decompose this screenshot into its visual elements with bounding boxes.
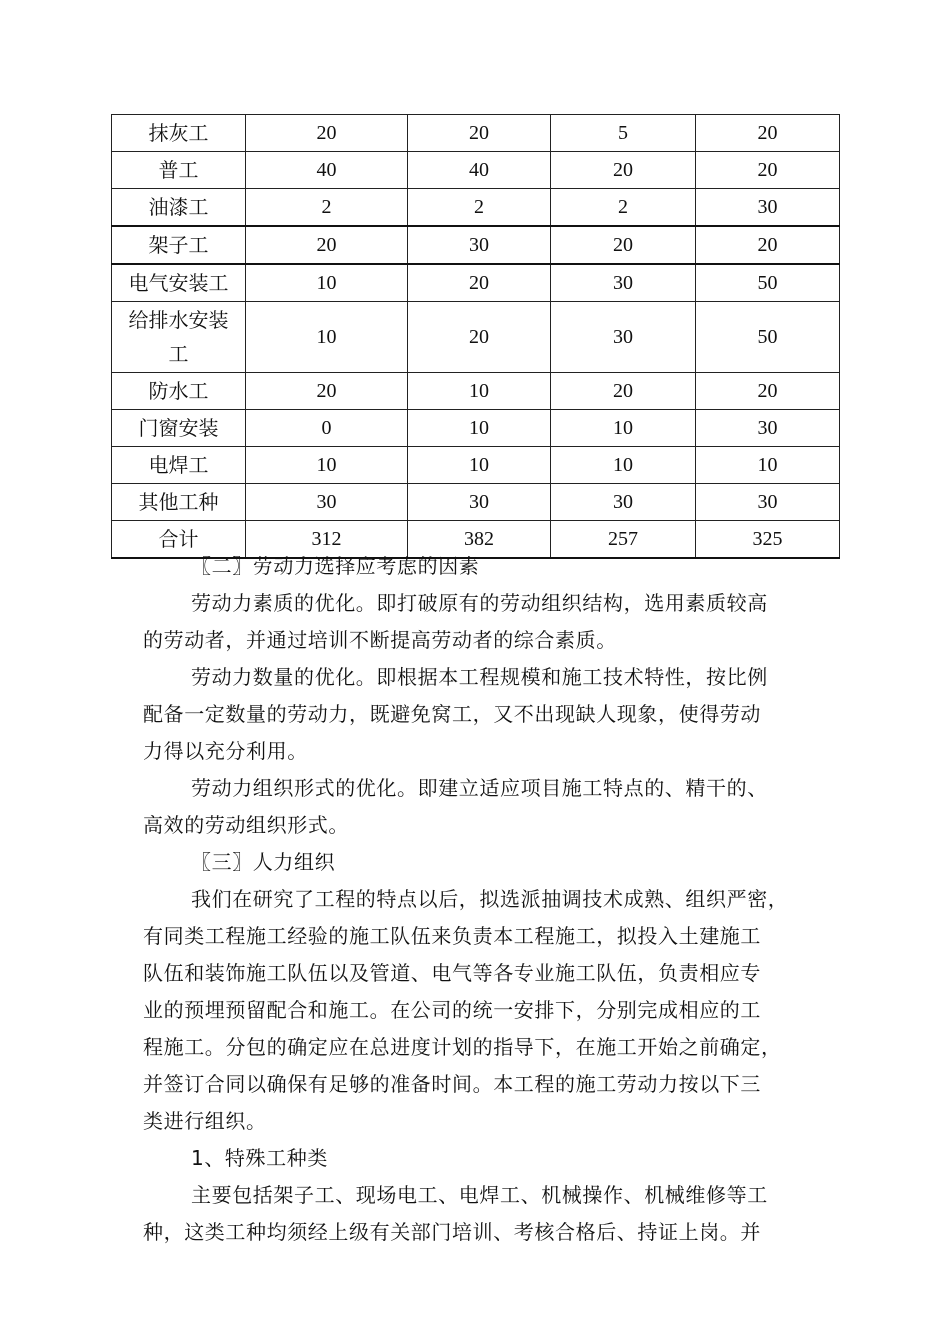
total-value-cell: 257 — [551, 521, 696, 559]
table-row — [112, 447, 840, 484]
value-cell: 30 — [551, 302, 696, 373]
table-row — [112, 264, 840, 302]
section-heading: 〖三〗人力组织 — [191, 850, 336, 874]
value-cell: 20 — [246, 373, 408, 410]
paragraph-line: 程施工。分包的确定应在总进度计划的指导下，在施工开始之前确定， — [143, 1035, 782, 1059]
subsection-heading: 1、特殊工种类 — [191, 1146, 328, 1170]
paragraph-line: 劳动力组织形式的优化。即建立适应项目施工特点的、精干的、 — [191, 776, 768, 800]
trade-name-cell: 架子工 — [112, 226, 246, 264]
value-cell: 50 — [696, 302, 840, 373]
total-label-cell: 合计 — [112, 521, 246, 559]
value-cell: 20 — [696, 152, 840, 189]
table-row — [112, 302, 840, 373]
value-cell: 20 — [696, 226, 840, 264]
table-row — [112, 189, 840, 227]
paragraph-line: 力得以充分利用。 — [143, 739, 308, 763]
value-cell: 10 — [246, 447, 408, 484]
table-row — [112, 373, 840, 410]
value-cell: 20 — [696, 115, 840, 152]
value-cell: 20 — [246, 226, 408, 264]
total-value-cell: 325 — [696, 521, 840, 559]
value-cell: 2 — [246, 189, 408, 227]
paragraph-line: 队伍和装饰施工队伍以及管道、电气等各专业施工队伍，负责相应专 — [143, 961, 761, 985]
value-cell: 40 — [246, 152, 408, 189]
value-cell: 20 — [246, 115, 408, 152]
paragraph-line: 种，这类工种均须经上级有关部门培训、考核合格后、持证上岗。并 — [143, 1220, 761, 1244]
paragraph-line: 的劳动者，并通过培训不断提高劳动者的综合素质。 — [143, 628, 617, 652]
value-cell: 30 — [246, 484, 408, 521]
value-cell: 30 — [696, 484, 840, 521]
paragraph-line: 劳动力素质的优化。即打破原有的劳动组织结构，选用素质较高 — [191, 591, 768, 615]
paragraph-line: 我们在研究了工程的特点以后，拟选派抽调技术成熟、组织严密， — [191, 887, 789, 911]
paragraph-line: 高效的劳动组织形式。 — [143, 813, 349, 837]
trade-name-cell: 普工 — [112, 152, 246, 189]
table-row — [112, 226, 840, 264]
trade-name-cell: 门窗安装 — [112, 410, 246, 447]
paragraph-line: 配备一定数量的劳动力，既避免窝工，又不出现缺人现象，使得劳动 — [143, 702, 761, 726]
value-cell: 30 — [408, 226, 551, 264]
value-cell: 10 — [246, 264, 408, 302]
paragraph-line: 业的预埋预留配合和施工。在公司的统一安排下，分别完成相应的工 — [143, 998, 761, 1022]
value-cell: 10 — [408, 410, 551, 447]
paragraph-line: 主要包括架子工、现场电工、电焊工、机械操作、机械维修等工 — [191, 1183, 768, 1207]
trade-name-cell: 电焊工 — [112, 447, 246, 484]
section-heading: 〖二〗劳动力选择应考虑的因素 — [191, 554, 480, 578]
paragraph-line: 并签订合同以确保有足够的准备时间。本工程的施工劳动力按以下三 — [143, 1072, 761, 1096]
trade-name-cell: 其他工种 — [112, 484, 246, 521]
table-row — [112, 484, 840, 521]
value-cell: 10 — [246, 302, 408, 373]
value-cell: 10 — [551, 447, 696, 484]
trade-name-cell — [112, 302, 246, 373]
trade-name-line: 工 — [168, 342, 189, 366]
value-cell: 5 — [551, 115, 696, 152]
value-cell: 20 — [408, 115, 551, 152]
total-value-cell: 312 — [246, 521, 408, 559]
table-row — [112, 152, 840, 189]
table-row — [112, 410, 840, 447]
value-cell: 30 — [551, 264, 696, 302]
value-cell: 20 — [408, 302, 551, 373]
value-cell: 40 — [408, 152, 551, 189]
value-cell: 20 — [408, 264, 551, 302]
value-cell: 30 — [551, 484, 696, 521]
paragraph-line: 有同类工程施工经验的施工队伍来负责本工程施工，拟投入土建施工 — [143, 924, 761, 948]
labor-table — [111, 114, 840, 559]
value-cell: 10 — [696, 447, 840, 484]
value-cell: 10 — [408, 373, 551, 410]
body-text — [143, 548, 808, 1251]
value-cell: 30 — [408, 484, 551, 521]
value-cell: 30 — [696, 189, 840, 227]
paragraph-line: 劳动力数量的优化。即根据本工程规模和施工技术特性，按比例 — [191, 665, 768, 689]
trade-name-cell: 抹灰工 — [112, 115, 246, 152]
value-cell: 20 — [696, 373, 840, 410]
value-cell: 0 — [246, 410, 408, 447]
value-cell: 30 — [696, 410, 840, 447]
value-cell: 2 — [551, 189, 696, 227]
value-cell: 20 — [551, 152, 696, 189]
value-cell: 10 — [551, 410, 696, 447]
paragraph-line: 类进行组织。 — [143, 1109, 267, 1133]
total-value-cell: 382 — [408, 521, 551, 559]
value-cell: 10 — [408, 447, 551, 484]
value-cell: 50 — [696, 264, 840, 302]
trade-name-line: 给排水安装 — [128, 308, 229, 332]
trade-name-cell: 防水工 — [112, 373, 246, 410]
value-cell: 2 — [408, 189, 551, 227]
trade-name-cell: 油漆工 — [112, 189, 246, 227]
trade-name-cell: 电气安装工 — [112, 264, 246, 302]
table-row — [112, 115, 840, 152]
value-cell: 20 — [551, 226, 696, 264]
value-cell: 20 — [551, 373, 696, 410]
